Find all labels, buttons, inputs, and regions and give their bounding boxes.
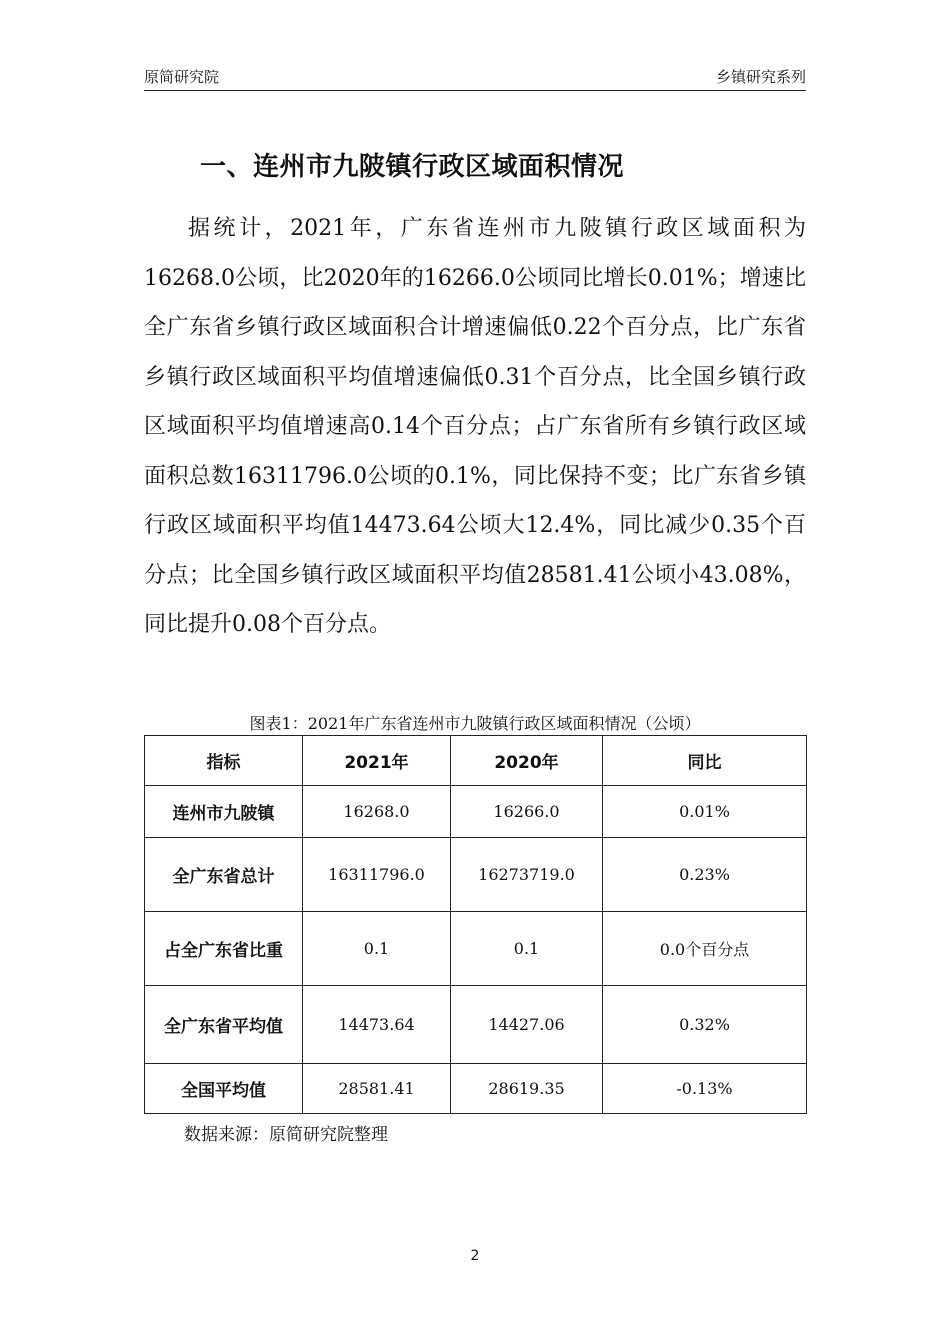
section-title: 一、连州市九陂镇行政区域面积情况 — [200, 152, 625, 182]
table-cell: 0.1 — [451, 912, 603, 986]
column-header: 指标 — [145, 736, 303, 786]
row-label: 占全广东省比重 — [145, 912, 303, 986]
column-header: 同比 — [603, 736, 807, 786]
table-cell: 28619.35 — [451, 1064, 603, 1114]
header-org-name: 原简研究院 — [144, 68, 220, 86]
row-label: 全国平均值 — [145, 1064, 303, 1114]
table-caption: 图表1：2021年广东省连州市九陂镇行政区域面积情况（公顷） — [249, 714, 701, 733]
table-cell: 0.01% — [603, 786, 807, 838]
table-cell: 0.0个百分点 — [603, 912, 807, 986]
body-paragraph: 据统计，2021年，广东省连州市九陂镇行政区域面积为16268.0公顷，比2020年的16266.0公顷同比增长0.01%；增速比全广东省乡镇行政区域面积合计增速偏低0.22个百分点，比广东省乡镇行政区域面积平均值增速偏低0.31个百分点，比全国乡镇行政区域面积平均值增速高0.14个百分点；占广东省所有乡镇行政区域面积总数16311796.0公顷的0.1%，同比保持不变；比广东省乡镇行政区域面积平均值14473.64公顷大12.4%，同比减少0.35个百分点；比全国乡镇行政区域面积平均值28581.41公顷小43.08%，同比提升0.08个百分点。 — [144, 216, 806, 637]
table-cell: 0.23% — [603, 838, 807, 912]
table-cell: 14427.06 — [451, 986, 603, 1064]
table-row — [145, 786, 807, 838]
page-number: 2 — [470, 1248, 480, 1264]
table-cell: 16266.0 — [451, 786, 603, 838]
table-row — [145, 1064, 807, 1114]
table-cell: 16268.0 — [303, 786, 451, 838]
table-cell: -0.13% — [603, 1064, 807, 1114]
page-header — [144, 66, 806, 91]
table-row — [145, 986, 807, 1064]
column-header: 2021年 — [303, 736, 451, 786]
table-cell: 28581.41 — [303, 1064, 451, 1114]
table-row — [145, 912, 807, 986]
table-cell: 0.32% — [603, 986, 807, 1064]
table-row — [145, 838, 807, 912]
table-cell: 0.1 — [303, 912, 451, 986]
data-table — [144, 735, 807, 1114]
column-header: 2020年 — [451, 736, 603, 786]
table-cell: 14473.64 — [303, 986, 451, 1064]
row-label: 连州市九陂镇 — [145, 786, 303, 838]
table-cell: 16273719.0 — [451, 838, 603, 912]
table-cell: 16311796.0 — [303, 838, 451, 912]
row-label: 全广东省平均值 — [145, 986, 303, 1064]
header-series-name: 乡镇研究系列 — [715, 68, 806, 86]
data-source-note: 数据来源：原简研究院整理 — [184, 1125, 388, 1145]
row-label: 全广东省总计 — [145, 838, 303, 912]
table-header-row — [145, 736, 807, 786]
